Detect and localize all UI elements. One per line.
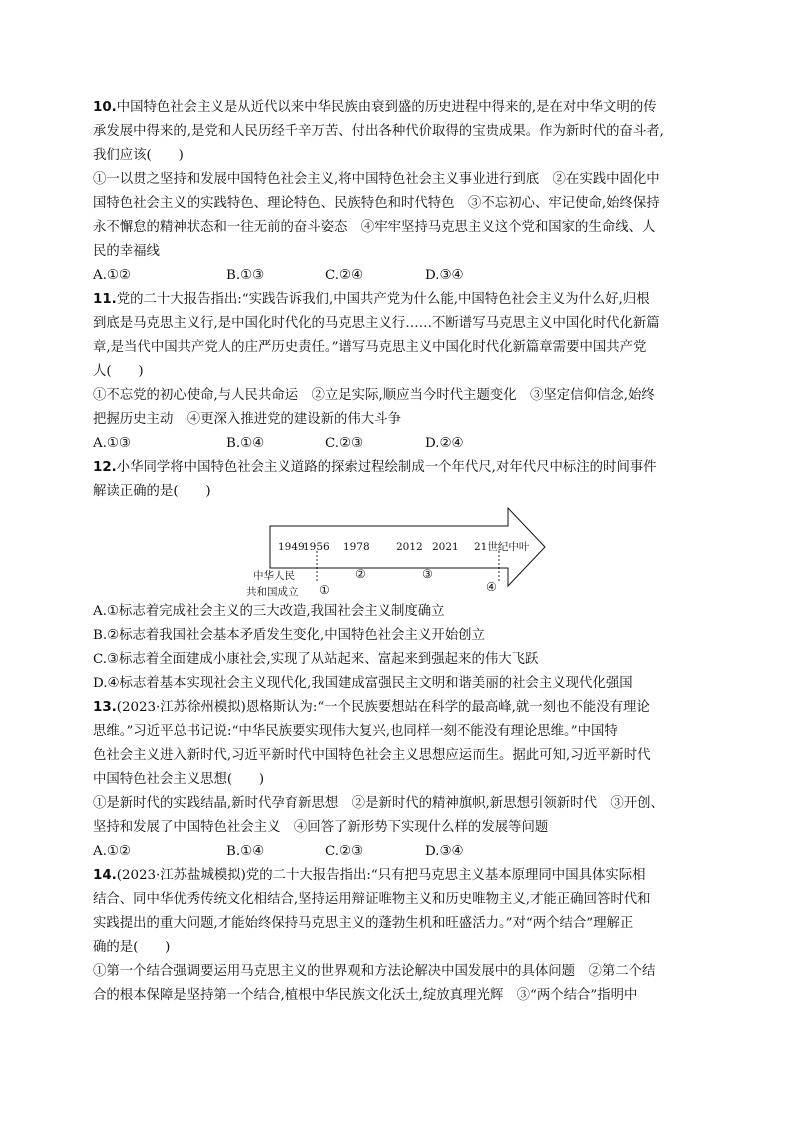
marker-3: ③ <box>422 567 433 581</box>
marker-1: ① <box>319 583 330 597</box>
q14-stem-1: (2023·江苏盐城模拟)党的二十大报告指出:“只有把马克思主义基本原理同中国具体实际相 <box>116 868 646 883</box>
q13-option-c[interactable]: C.②③ <box>325 844 364 859</box>
q11-option-c[interactable]: C.②③ <box>325 436 364 451</box>
q12-line-1 <box>93 459 657 477</box>
q14-line-1 <box>93 867 646 885</box>
q10-line-5: 国特色社会主义的实践特色、理论特色、民族特色和时代特色 ③不忘初心、牢记使命,始终保持 <box>93 196 660 211</box>
q11-line-4: 人( ) <box>93 364 144 379</box>
q10-line-3: 我们应该( ) <box>93 148 184 163</box>
q12-option-b[interactable]: B.②标志着我国社会基本矛盾发生变化,中国特色社会主义开始创立 <box>93 628 485 643</box>
year-21c: 21世纪中叶 <box>474 541 530 553</box>
year-2012: 2012 <box>396 541 423 553</box>
q11-stem-1: 党的二十大报告指出:“实践告诉我们,中国共产党为什么能,中国特色社会主义为什么好,归根 <box>116 292 650 307</box>
q11-line-1 <box>93 291 650 309</box>
q13-line-5: ①是新时代的实践结晶,新时代孕育新思想 ②是新时代的精神旗帜,新思想引领新时代 ③开创、 <box>93 796 664 811</box>
q10-option-c[interactable]: C.②④ <box>325 268 364 283</box>
q10-option-d[interactable]: D.③④ <box>425 268 464 283</box>
q14-line-3: 实践提出的重大问题,才能始终保持马克思主义的蓬勃生机和旺盛活力。”对“两个结合”理解正 <box>93 916 634 931</box>
marker-4: ④ <box>486 580 497 594</box>
q13-stem-1: (2023·江苏徐州模拟)恩格斯认为:“一个民族要想站在科学的最高峰,就一刻也不能没有理论 <box>116 700 650 715</box>
timeline-diagram <box>245 502 565 604</box>
q12-option-c[interactable]: C.③标志着全面建成小康社会,实现了从站起来、富起来到强起来的伟大飞跃 <box>93 652 539 667</box>
q14-line-4: 确的是( ) <box>93 940 171 955</box>
q10-line-1 <box>93 99 657 117</box>
q14-line-6: 合的根本保障是坚持第一个结合,植根中华民族文化沃土,绽放真理光辉 ③“两个结合”指明中 <box>93 988 638 1003</box>
q13-line-4: 中国特色社会主义思想( ) <box>93 772 265 787</box>
q13-line-1 <box>93 699 650 717</box>
year-1949: 1949 <box>278 541 305 553</box>
founding-label-1: 中华人民 <box>253 570 295 582</box>
q13-option-b[interactable]: B.①④ <box>226 844 265 859</box>
q13-line-6: 坚持和发展了中国特色社会主义 ④回答了新形势下实现什么样的发展等问题 <box>93 820 549 835</box>
q10-line-7: 民的幸福线 <box>93 244 160 259</box>
q11-option-a[interactable]: A.①③ <box>93 436 131 451</box>
year-1978: 1978 <box>343 541 370 553</box>
q10-line-4: ①一以贯之坚持和发展中国特色社会主义,将中国特色社会主义事业进行到底 ②在实践中固化中 <box>93 172 660 187</box>
q10-options <box>93 267 713 285</box>
q10-line-2: 承发展中得来的,是党和人民历经千辛万苦、付出各种代价取得的宝贵成果。作为新时代的奋斗者, <box>93 124 664 139</box>
q13-option-a[interactable]: A.①② <box>93 844 131 859</box>
q13-number: 13. <box>93 700 117 715</box>
q12-option-a[interactable]: A.①标志着完成社会主义的三大改造,我国社会主义制度确立 <box>93 604 445 619</box>
q10-option-b[interactable]: B.①③ <box>226 268 265 283</box>
q11-option-d[interactable]: D.②④ <box>425 436 464 451</box>
q10-number: 10. <box>93 100 117 115</box>
q10-line-6: 永不懈怠的精神状态和一往无前的奋斗姿态 ④牢牢坚持马克思主义这个党和国家的生命线、人 <box>93 220 656 235</box>
q13-line-3: 色社会主义进入新时代,习近平新时代中国特色社会主义思想应运而生。据此可知,习近平新时代 <box>93 748 651 763</box>
q11-number: 11. <box>93 292 117 307</box>
q11-option-b[interactable]: B.①④ <box>226 436 265 451</box>
q12-option-d[interactable]: D.④标志着基本实现社会主义现代化,我国建成富强民主文明和谐美丽的社会主义现代化强国 <box>93 676 633 691</box>
q11-line-6: 把握历史主动 ④更深入推进党的建设新的伟大斗争 <box>93 412 401 427</box>
year-2021: 2021 <box>432 541 459 553</box>
q14-line-5: ①第一个结合强调要运用马克思主义的世界观和方法论解决中国发展中的具体问题 ②第二个结 <box>93 964 656 979</box>
founding-label-2: 共和国成立 <box>246 586 299 598</box>
marker-2: ② <box>355 567 366 581</box>
q12-line-2: 解读正确的是( ) <box>93 484 211 499</box>
q14-number: 14. <box>93 868 117 883</box>
q13-line-2: 思维。”习近平总书记说:“中华民族要实现伟大复兴,也同样一刻不能没有理论思维。”中国特 <box>93 724 618 739</box>
q11-line-2: 到底是马克思主义行,是中国化时代化的马克思主义行……不断谱写马克思主义中国化时代化新篇 <box>93 316 660 331</box>
q11-line-3: 章,是当代中国共产党人的庄严历史责任。”谱写马克思主义中国化时代化新篇章需要中国共产党 <box>93 340 647 355</box>
q12-number: 12. <box>93 460 117 475</box>
q13-option-d[interactable]: D.③④ <box>425 844 464 859</box>
q10-option-a[interactable]: A.①② <box>93 268 131 283</box>
q10-stem-1: 中国特色社会主义是从近代以来中华民族由衰到盛的历史进程中得来的,是在对中华文明的传 <box>116 100 657 115</box>
q11-options <box>93 435 713 453</box>
q13-options <box>93 843 713 861</box>
q14-line-2: 结合、同中华优秀传统文化相结合,坚持运用辩证唯物主义和历史唯物主义,才能正确回答时代和 <box>93 892 651 907</box>
q11-line-5: ①不忘党的初心使命,与人民共命运 ②立足实际,顺应当今时代主题变化 ③坚定信仰信念,始终 <box>93 388 655 403</box>
year-1956: 1956 <box>303 541 330 553</box>
q12-stem-1: 小华同学将中国特色社会主义道路的探索过程绘制成一个年代尺,对年代尺中标注的时间事件 <box>116 460 657 475</box>
